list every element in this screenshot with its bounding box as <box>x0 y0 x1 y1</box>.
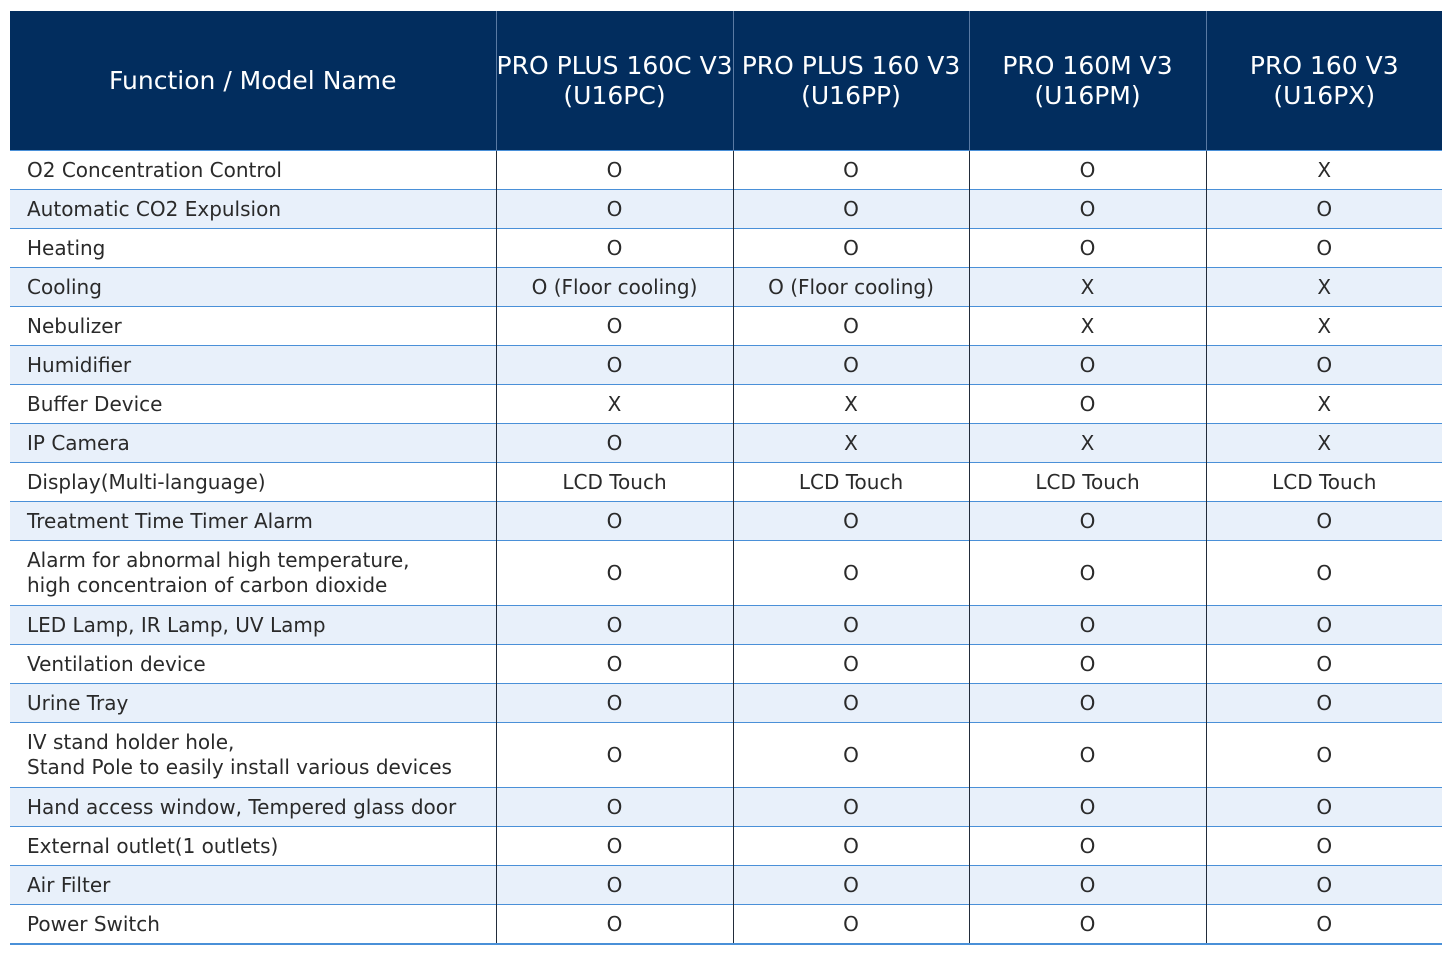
function-cell <box>10 606 496 645</box>
model-code: (U16PC) <box>563 80 666 110</box>
availability-cell: O <box>1206 645 1442 684</box>
availability-cell: O <box>1206 684 1442 723</box>
availability-cell: O <box>969 151 1206 190</box>
availability-cell: O <box>496 788 733 827</box>
table-row <box>10 307 1442 346</box>
function-label: Urine Tray <box>27 690 129 715</box>
table-row <box>10 645 1442 684</box>
function-label: Air Filter <box>27 872 111 897</box>
model-header <box>1206 11 1442 151</box>
table-row <box>10 151 1442 190</box>
availability-cell: X <box>496 385 733 424</box>
function-cell <box>10 827 496 866</box>
table-row <box>10 190 1442 229</box>
model-name: PRO PLUS 160 V3 <box>741 50 961 80</box>
availability-cell: O <box>733 229 969 268</box>
model-code: (U16PX) <box>1273 80 1376 110</box>
function-label: External outlet(1 outlets) <box>27 833 279 858</box>
function-label: Display(Multi-language) <box>27 469 266 494</box>
availability-cell: O (Floor cooling) <box>496 268 733 307</box>
availability-cell: O <box>969 346 1206 385</box>
availability-cell: O <box>1206 866 1442 905</box>
function-cell <box>10 268 496 307</box>
availability-cell: O <box>969 190 1206 229</box>
model-name: PRO 160 V3 <box>1249 50 1399 80</box>
function-cell <box>10 385 496 424</box>
availability-cell: O <box>969 385 1206 424</box>
function-label: Automatic CO2 Expulsion <box>27 196 282 221</box>
availability-cell: O <box>969 541 1206 606</box>
function-cell <box>10 229 496 268</box>
table-header-row <box>10 11 1442 151</box>
availability-cell: LCD Touch <box>733 463 969 502</box>
model-header <box>496 11 733 151</box>
availability-cell: X <box>1206 151 1442 190</box>
availability-cell: O <box>496 723 733 788</box>
availability-cell: O <box>733 723 969 788</box>
table-row <box>10 788 1442 827</box>
function-label: IP Camera <box>27 430 130 455</box>
availability-cell: X <box>969 268 1206 307</box>
availability-cell: O <box>733 151 969 190</box>
availability-cell: O <box>496 905 733 945</box>
function-label: Ventilation device <box>27 651 206 676</box>
availability-cell: O <box>733 307 969 346</box>
function-label: Hand access window, Tempered glass door <box>27 794 457 819</box>
table-row <box>10 385 1442 424</box>
function-label: Power Switch <box>27 911 160 936</box>
function-cell <box>10 788 496 827</box>
function-label: high concentraion of carbon dioxide <box>27 573 388 597</box>
availability-cell: O <box>1206 788 1442 827</box>
function-label: Cooling <box>27 274 102 299</box>
function-cell <box>10 866 496 905</box>
availability-cell: O <box>1206 190 1442 229</box>
table-row <box>10 424 1442 463</box>
availability-cell: O <box>1206 827 1442 866</box>
availability-cell: O <box>969 606 1206 645</box>
function-label: O2 Concentration Control <box>27 157 282 182</box>
availability-cell: O <box>1206 346 1442 385</box>
availability-cell: O <box>496 866 733 905</box>
function-cell <box>10 307 496 346</box>
availability-cell: O <box>1206 502 1442 541</box>
table-row <box>10 463 1442 502</box>
function-cell <box>10 905 496 945</box>
availability-cell: O <box>1206 606 1442 645</box>
availability-cell: O <box>969 866 1206 905</box>
availability-cell: O <box>969 723 1206 788</box>
model-comparison-table <box>10 11 1442 945</box>
availability-cell: O <box>496 151 733 190</box>
model-header <box>733 11 969 151</box>
availability-cell: O <box>733 645 969 684</box>
availability-cell: X <box>733 385 969 424</box>
availability-cell: O <box>969 684 1206 723</box>
model-name: PRO PLUS 160C V3 <box>496 50 733 80</box>
availability-cell: O <box>496 502 733 541</box>
function-cell <box>10 541 496 606</box>
function-cell <box>10 424 496 463</box>
function-cell <box>10 645 496 684</box>
function-label: Heating <box>27 235 106 260</box>
availability-cell: O <box>969 229 1206 268</box>
table-row <box>10 684 1442 723</box>
availability-cell: O <box>496 684 733 723</box>
availability-cell: X <box>969 307 1206 346</box>
availability-cell: X <box>733 424 969 463</box>
availability-cell: O <box>733 827 969 866</box>
availability-cell: O <box>733 606 969 645</box>
function-label: Buffer Device <box>27 391 163 416</box>
table-row <box>10 723 1442 788</box>
availability-cell: O <box>733 346 969 385</box>
function-cell <box>10 463 496 502</box>
table-row <box>10 866 1442 905</box>
comparison-table-container <box>10 11 1442 945</box>
availability-cell: O <box>733 541 969 606</box>
availability-cell: O <box>1206 723 1442 788</box>
table-row <box>10 346 1442 385</box>
availability-cell: O (Floor cooling) <box>733 268 969 307</box>
availability-cell: X <box>969 424 1206 463</box>
function-cell <box>10 151 496 190</box>
function-cell <box>10 723 496 788</box>
availability-cell: O <box>733 788 969 827</box>
availability-cell: LCD Touch <box>969 463 1206 502</box>
availability-cell: LCD Touch <box>496 463 733 502</box>
function-cell <box>10 346 496 385</box>
table-row <box>10 229 1442 268</box>
function-label: Alarm for abnormal high temperature, <box>27 548 410 572</box>
availability-cell: O <box>496 346 733 385</box>
availability-cell: O <box>496 606 733 645</box>
availability-cell: X <box>1206 307 1442 346</box>
availability-cell: O <box>496 190 733 229</box>
availability-cell: O <box>733 502 969 541</box>
availability-cell: LCD Touch <box>1206 463 1442 502</box>
table-body <box>10 151 1442 945</box>
availability-cell: O <box>496 229 733 268</box>
availability-cell: O <box>733 905 969 945</box>
availability-cell: O <box>969 827 1206 866</box>
function-label: Humidifier <box>27 352 132 377</box>
table-row <box>10 905 1442 945</box>
availability-cell: O <box>496 307 733 346</box>
availability-cell: O <box>496 827 733 866</box>
availability-cell: O <box>1206 905 1442 945</box>
function-label: Stand Pole to easily install various devices <box>27 755 452 779</box>
model-header <box>969 11 1206 151</box>
availability-cell: X <box>1206 268 1442 307</box>
model-code: (U16PM) <box>1034 80 1141 110</box>
availability-cell: X <box>1206 424 1442 463</box>
availability-cell: X <box>1206 385 1442 424</box>
availability-cell: O <box>1206 229 1442 268</box>
availability-cell: O <box>733 866 969 905</box>
availability-cell: O <box>969 905 1206 945</box>
function-label: Nebulizer <box>27 313 122 338</box>
function-label: LED Lamp, IR Lamp, UV Lamp <box>27 612 326 637</box>
table-row <box>10 541 1442 606</box>
table-row <box>10 606 1442 645</box>
header-function-label: Function / Model Name <box>109 65 397 95</box>
table-row <box>10 268 1442 307</box>
availability-cell: O <box>733 684 969 723</box>
function-cell <box>10 502 496 541</box>
table-row <box>10 502 1442 541</box>
availability-cell: O <box>496 645 733 684</box>
availability-cell: O <box>969 645 1206 684</box>
function-cell <box>10 684 496 723</box>
table-row <box>10 827 1442 866</box>
model-name: PRO 160M V3 <box>1002 50 1173 80</box>
function-model-header <box>10 11 496 151</box>
availability-cell: O <box>496 541 733 606</box>
availability-cell: O <box>969 788 1206 827</box>
availability-cell: O <box>496 424 733 463</box>
availability-cell: O <box>733 190 969 229</box>
function-label: IV stand holder hole, <box>27 730 235 754</box>
function-label: Treatment Time Timer Alarm <box>27 508 313 533</box>
function-cell <box>10 190 496 229</box>
model-code: (U16PP) <box>801 80 901 110</box>
availability-cell: O <box>1206 541 1442 606</box>
availability-cell: O <box>969 502 1206 541</box>
